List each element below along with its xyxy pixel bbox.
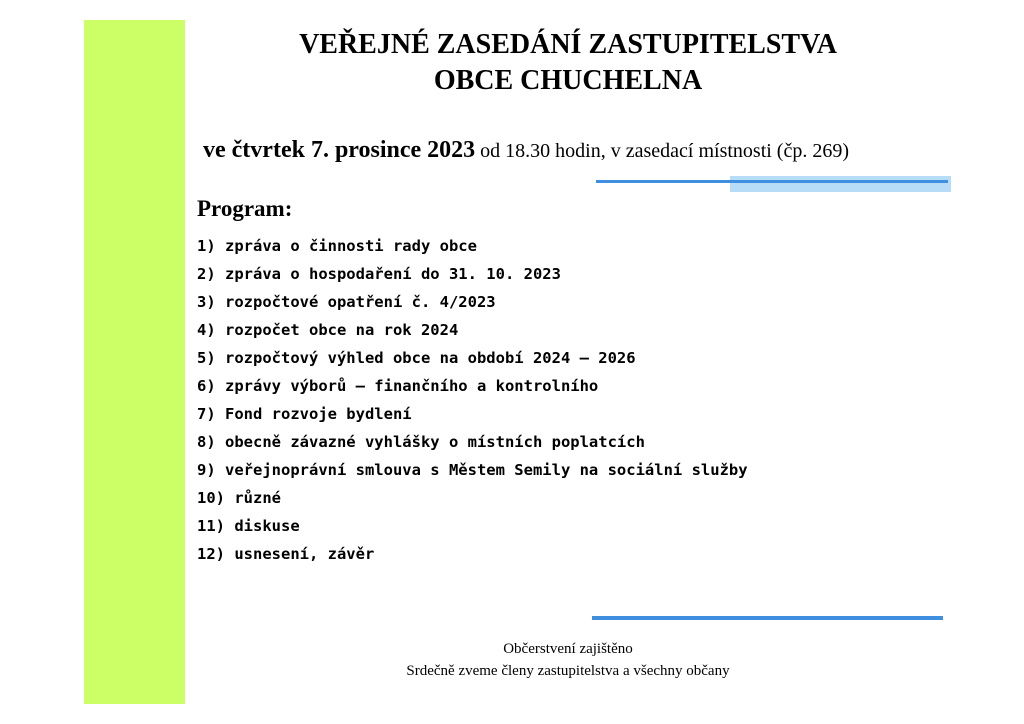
meeting-date-line (203, 137, 849, 164)
program-heading: Program: (197, 196, 293, 221)
meeting-details: od 18.30 hodin, v zasedací místnosti (čp. 269) (475, 140, 849, 162)
top-rule-highlight (730, 176, 951, 192)
title-line-2: OBCE CHUCHELNA (433, 65, 703, 96)
program-item: 6) zprávy výborů – finančního a kontrolního (197, 377, 599, 395)
program-item: 2) zpráva o hospodaření do 31. 10. 2023 (197, 265, 561, 283)
program-item: 12) usnesení, závěr (197, 545, 375, 563)
program-item: 10) různé (197, 489, 281, 507)
title-line-1: VEŘEJNÉ ZASEDÁNÍ ZASTUPITELSTVA (299, 29, 837, 60)
program-item: 11) diskuse (197, 517, 300, 535)
top-rule (596, 180, 948, 183)
green-sidebar-bar (84, 20, 185, 704)
program-item: 8) obecně závazné vyhlášky o místních poplatcích (197, 433, 645, 451)
footer-invitation: Srdečně zveme členy zastupitelstva a všechny občany (406, 663, 730, 679)
program-item: 4) rozpočet obce na rok 2024 (197, 321, 459, 339)
program-item: 7) Fond rozvoje bydlení (197, 405, 412, 423)
program-list (197, 232, 748, 568)
meeting-date: ve čtvrtek 7. prosince 2023 (203, 137, 476, 163)
program-item: 1) zpráva o činnosti rady obce (197, 237, 477, 255)
program-item: 3) rozpočtové opatření č. 4/2023 (197, 293, 496, 311)
program-item: 5) rozpočtový výhled obce na období 2024 – 2026 (197, 349, 636, 367)
footer-refreshments: Občerstvení zajištěno (503, 641, 633, 657)
program-item: 9) veřejnoprávní smlouva s Městem Semily na sociální služby (197, 461, 748, 479)
bottom-rule (592, 616, 943, 620)
